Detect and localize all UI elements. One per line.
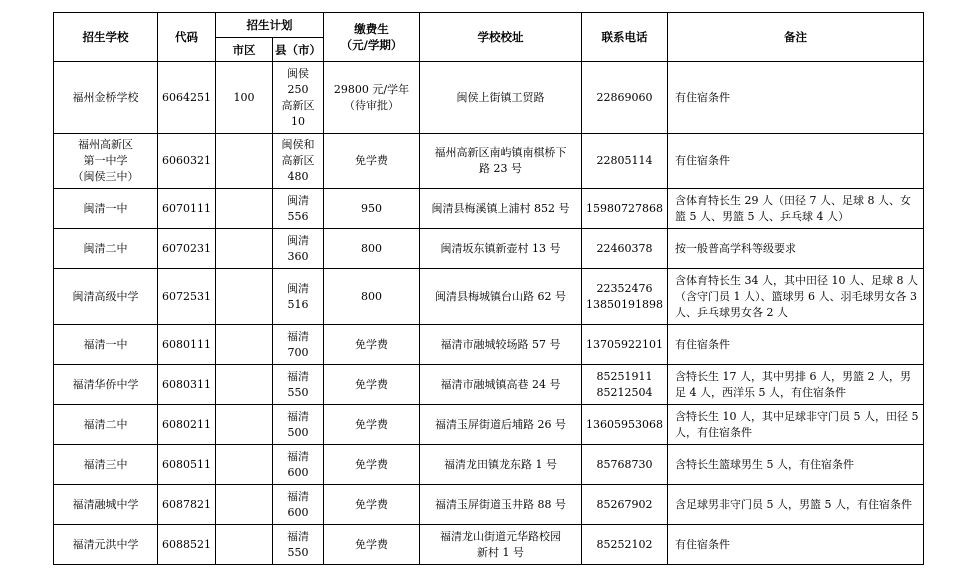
cell-school: 闽清高级中学 [54,269,158,325]
cell-plan-county: 闽清 516 [273,269,324,325]
cell-note: 含特长生 10 人，其中足球非守门员 5 人，田径 5 人，有住宿条件 [668,405,924,445]
cell-address: 福清龙山街道元华路校园 新村 1 号 [420,525,582,565]
cell-phone: 13605953068 [582,405,668,445]
cell-plan-city [216,229,273,269]
cell-fee: 免学费 [324,485,420,525]
cell-note: 含特长生篮球男生 5 人，有住宿条件 [668,445,924,485]
cell-phone: 22460378 [582,229,668,269]
header-fee: 缴费生 （元/学期） [324,13,420,62]
cell-phone: 85252102 [582,525,668,565]
cell-plan-city [216,325,273,365]
table-row [54,134,924,189]
cell-plan-county: 福清 600 [273,445,324,485]
cell-code: 6087821 [158,485,216,525]
cell-fee: 免学费 [324,445,420,485]
cell-phone: 22805114 [582,134,668,189]
cell-note: 含体育特长生 34 人，其中田径 10 人、足球 8 人（含守门员 1 人）、篮球男 6 人、羽毛球男女各 3 人、乒乓球男女各 2 人 [668,269,924,325]
cell-plan-city [216,485,273,525]
cell-code: 6060321 [158,134,216,189]
enrollment-table [53,12,924,565]
cell-school: 福清一中 [54,325,158,365]
table-row [54,445,924,485]
cell-plan-city: 100 [216,62,273,134]
cell-address: 福清市融城较场路 57 号 [420,325,582,365]
cell-note: 有住宿条件 [668,134,924,189]
cell-plan-city [216,189,273,229]
cell-plan-county: 福清 550 [273,365,324,405]
table-row [54,189,924,229]
cell-plan-city [216,134,273,189]
cell-phone: 85768730 [582,445,668,485]
cell-school: 福清华侨中学 [54,365,158,405]
cell-code: 6088521 [158,525,216,565]
cell-note: 有住宿条件 [668,325,924,365]
cell-plan-city [216,525,273,565]
cell-fee: 950 [324,189,420,229]
header-plan-county: 县（市） [273,38,324,62]
cell-plan-city [216,365,273,405]
cell-note: 含体育特长生 29 人（田径 7 人、足球 8 人、女篮 5 人、男篮 5 人、乒乓球 4 人） [668,189,924,229]
cell-code: 6070111 [158,189,216,229]
cell-phone: 22869060 [582,62,668,134]
cell-code: 6070231 [158,229,216,269]
cell-note: 有住宿条件 [668,525,924,565]
cell-phone: 22352476 13850191898 [582,269,668,325]
cell-phone: 85251911 85212504 [582,365,668,405]
header-note: 备注 [668,13,924,62]
cell-code: 6080211 [158,405,216,445]
cell-fee: 免学费 [324,134,420,189]
header-plan-city: 市区 [216,38,273,62]
cell-plan-city [216,269,273,325]
cell-note: 按一般普高学科等级要求 [668,229,924,269]
cell-plan-county: 福清 550 [273,525,324,565]
cell-code: 6080511 [158,445,216,485]
cell-fee: 免学费 [324,405,420,445]
cell-phone: 15980727868 [582,189,668,229]
cell-plan-county: 福清 600 [273,485,324,525]
cell-address: 福清玉屏街道玉井路 88 号 [420,485,582,525]
cell-address: 福清市融城镇高巷 24 号 [420,365,582,405]
header-address: 学校校址 [420,13,582,62]
cell-code: 6064251 [158,62,216,134]
cell-plan-county: 闽侯 250 高新区 10 [273,62,324,134]
cell-fee: 800 [324,269,420,325]
table-row [54,525,924,565]
cell-note: 含足球男非守门员 5 人，男篮 5 人，有住宿条件 [668,485,924,525]
cell-school: 福清元洪中学 [54,525,158,565]
cell-school: 福清融城中学 [54,485,158,525]
cell-plan-city [216,405,273,445]
cell-plan-county: 福清 700 [273,325,324,365]
cell-fee: 免学费 [324,365,420,405]
cell-plan-city [216,445,273,485]
table-row [54,365,924,405]
cell-address: 闽清县梅城镇台山路 62 号 [420,269,582,325]
cell-code: 6080311 [158,365,216,405]
cell-school: 福清三中 [54,445,158,485]
cell-phone: 85267902 [582,485,668,525]
cell-address: 闽清坂东镇新壶村 13 号 [420,229,582,269]
cell-fee: 29800 元/学年 （待审批） [324,62,420,134]
cell-school: 福州高新区 第一中学 （闽侯三中） [54,134,158,189]
cell-plan-county: 闽清 556 [273,189,324,229]
header-code: 代码 [158,13,216,62]
cell-fee: 800 [324,229,420,269]
table-row [54,325,924,365]
cell-code: 6080111 [158,325,216,365]
cell-code: 6072531 [158,269,216,325]
cell-note: 有住宿条件 [668,62,924,134]
header-plan: 招生计划 [216,13,324,38]
table-row [54,62,924,134]
cell-note: 含特长生 17 人，其中男排 6 人，男篮 2 人，男足 4 人，西洋乐 5 人，有住宿条件 [668,365,924,405]
cell-school: 福州金桥学校 [54,62,158,134]
cell-plan-county: 闽侯和 高新区 480 [273,134,324,189]
cell-address: 福清玉屏街道后埔路 26 号 [420,405,582,445]
cell-plan-county: 闽清 360 [273,229,324,269]
cell-school: 闽清一中 [54,189,158,229]
cell-address: 福清龙田镇龙东路 1 号 [420,445,582,485]
cell-address: 闽清县梅溪镇上浦村 852 号 [420,189,582,229]
cell-plan-county: 福清 500 [273,405,324,445]
cell-fee: 免学费 [324,325,420,365]
table-row [54,485,924,525]
cell-address: 闽侯上街镇工贸路 [420,62,582,134]
cell-phone: 13705922101 [582,325,668,365]
header-school: 招生学校 [54,13,158,62]
table-row [54,405,924,445]
cell-school: 福清二中 [54,405,158,445]
table-row [54,229,924,269]
cell-address: 福州高新区南屿镇南棋桥下 路 23 号 [420,134,582,189]
table-row [54,269,924,325]
cell-fee: 免学费 [324,525,420,565]
cell-school: 闽清二中 [54,229,158,269]
header-phone: 联系电话 [582,13,668,62]
